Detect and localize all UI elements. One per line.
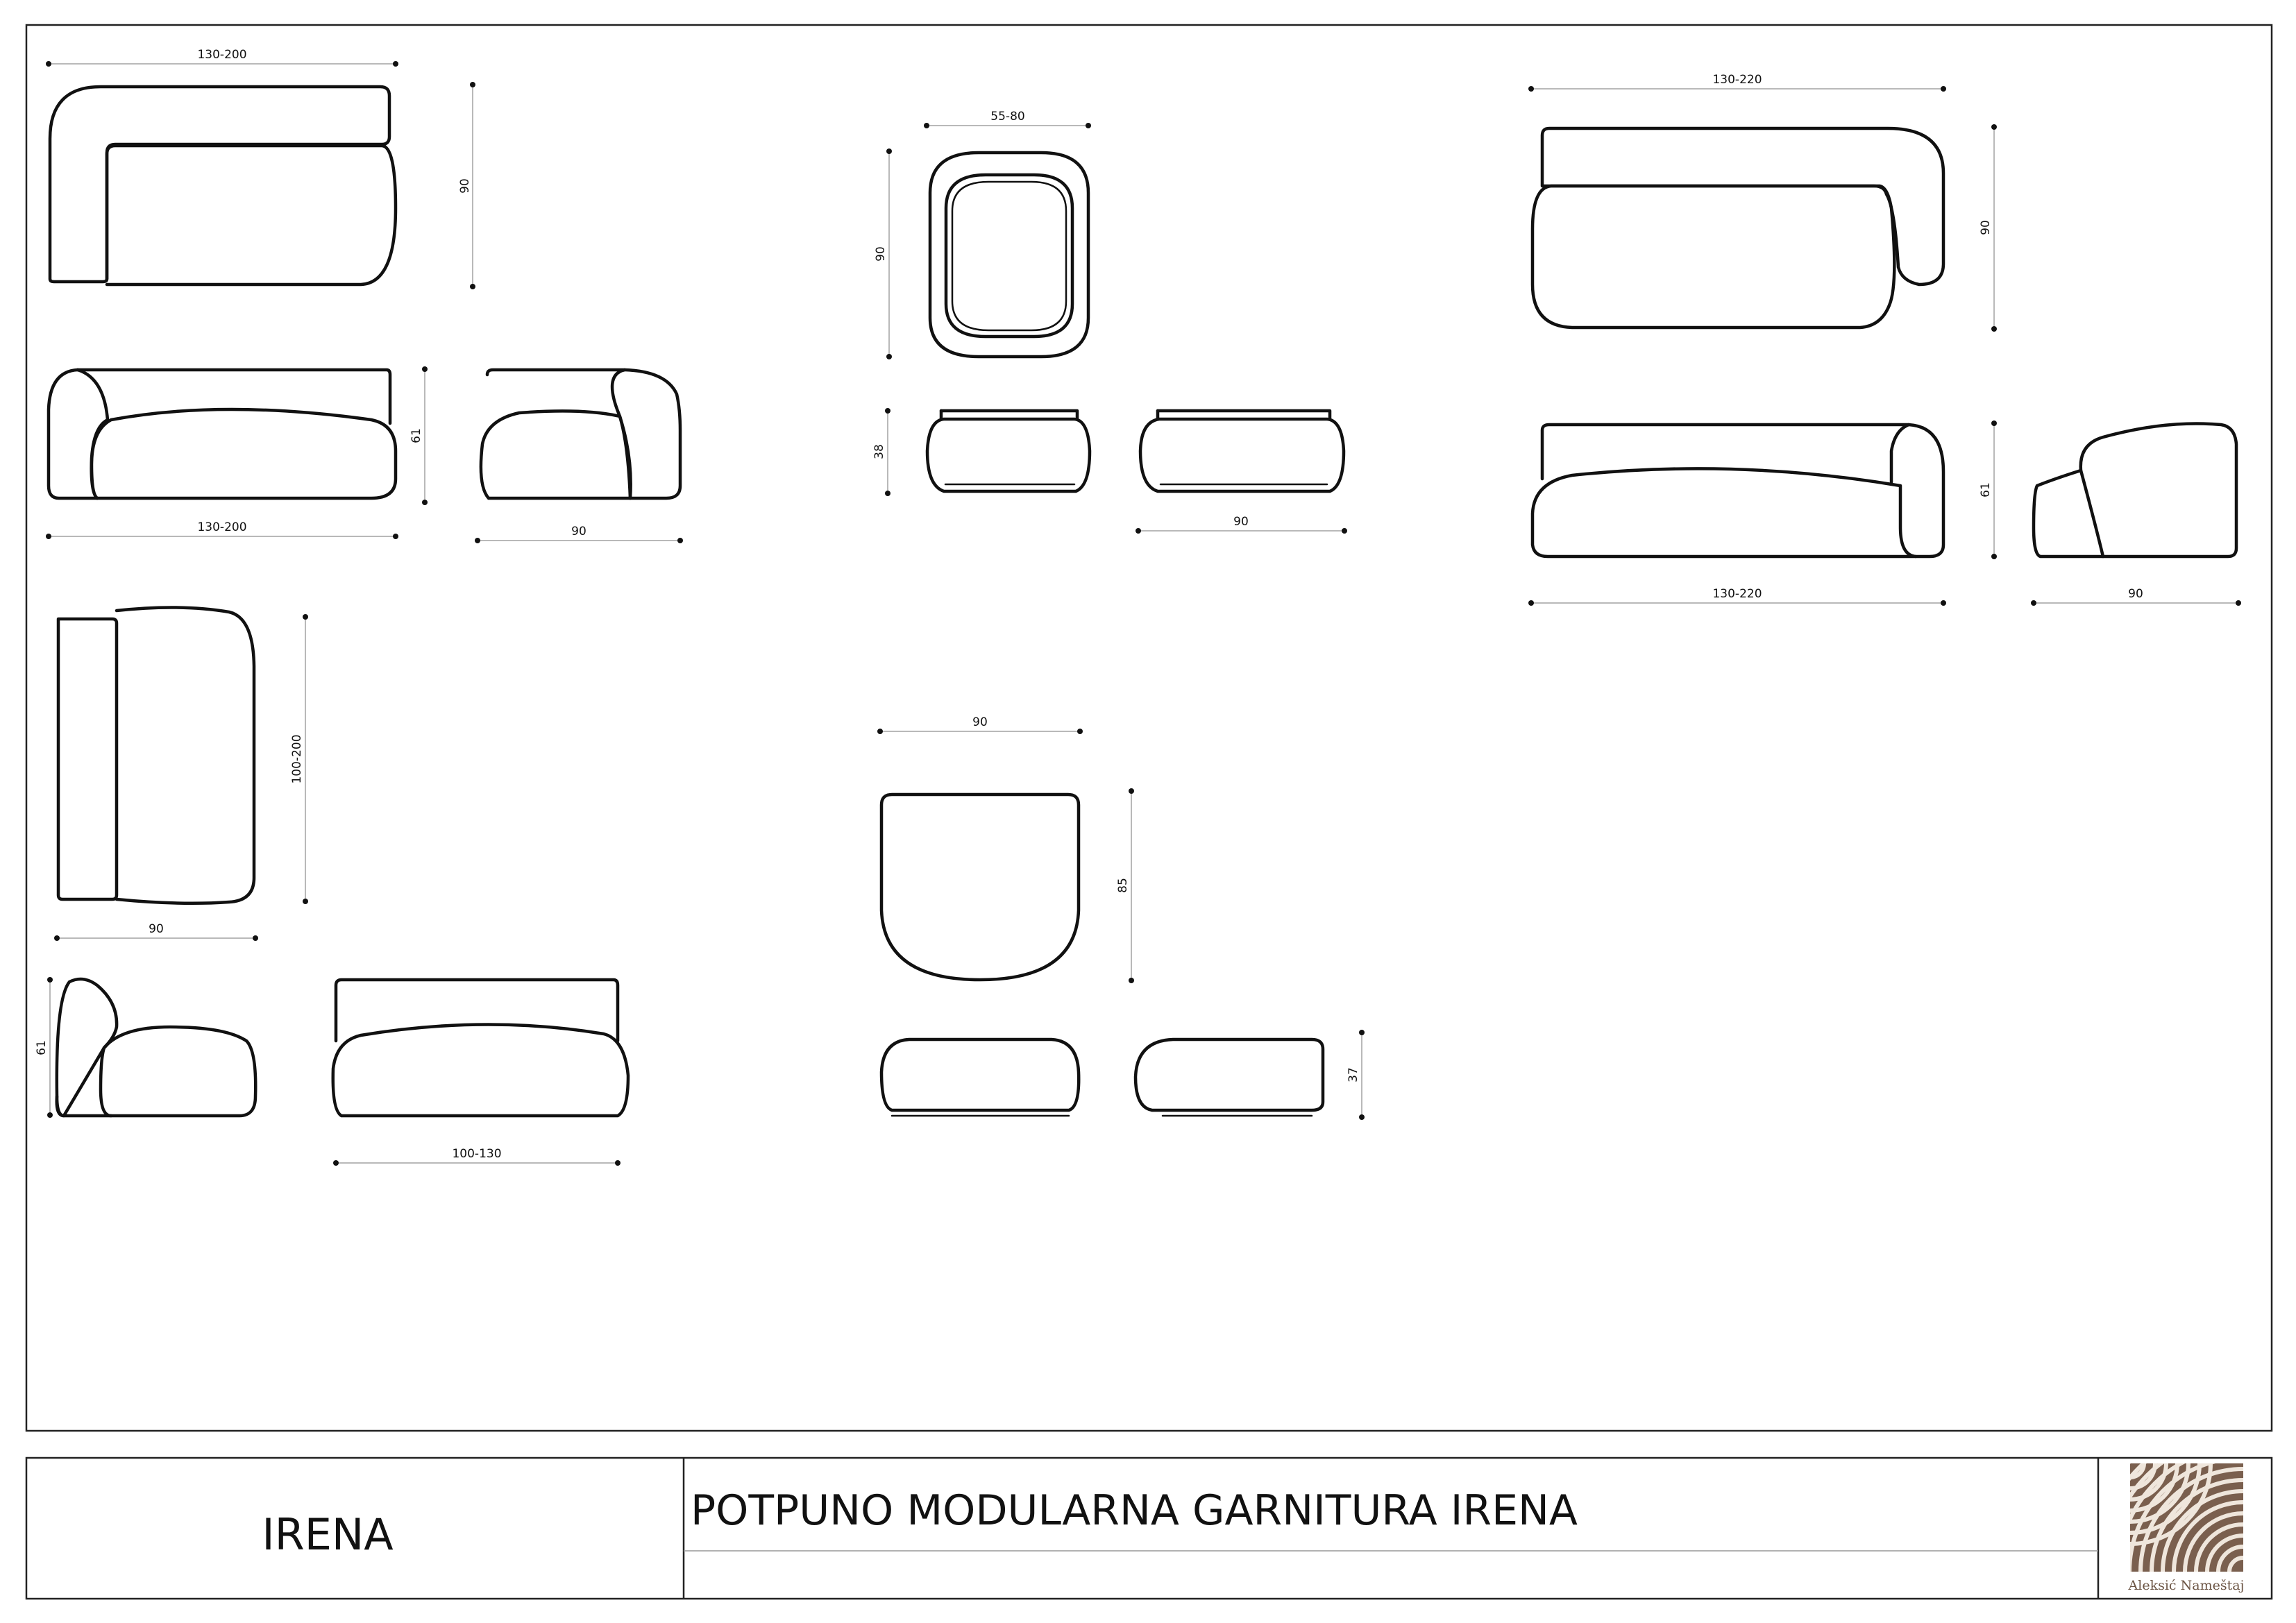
dimension-line <box>410 366 428 505</box>
dimension-line <box>874 148 892 359</box>
dimension-label: 90 <box>1233 515 1249 529</box>
drawing-title: POTPUNO MODULARNA GARNITURA IRENA <box>691 1486 1578 1535</box>
dimension-label: 90 <box>1979 220 1993 235</box>
dimension-line <box>877 715 1083 734</box>
dimension-line <box>2031 587 2241 606</box>
dimension-label: 37 <box>1347 1067 1360 1082</box>
dimension-line <box>1979 124 1997 332</box>
dimension-label: 90 <box>458 178 472 194</box>
dimension-label: 90 <box>2128 587 2143 601</box>
ottoman-top-view <box>930 153 1088 357</box>
dimension-label: 61 <box>410 428 423 443</box>
dimension-line <box>46 520 398 539</box>
dimension-line <box>1979 420 1997 559</box>
sofa-left-front-view <box>49 370 396 498</box>
drawing-frame <box>26 25 2272 1431</box>
product-name: IRENA <box>262 1509 394 1560</box>
dimension-line <box>54 922 258 941</box>
dimension-line <box>475 525 683 543</box>
dimension-line <box>1116 788 1134 983</box>
company-logo <box>2050 1383 2296 1623</box>
dimension-label: 100-130 <box>452 1147 502 1161</box>
dimension-line <box>872 408 890 496</box>
dimension-label: 100-200 <box>290 734 304 784</box>
sofa-left-top-view <box>50 87 396 284</box>
dimension-label: 85 <box>1116 878 1130 893</box>
dimension-line <box>290 614 308 904</box>
dimension-label: 90 <box>972 715 988 729</box>
dimension-line <box>458 82 475 289</box>
ottoman-front-view <box>927 411 1090 491</box>
ottoman-side-view <box>1140 411 1344 491</box>
dimension-label: 61 <box>35 1040 49 1055</box>
dimension-label: 130-200 <box>197 520 247 534</box>
title-block <box>26 1458 2272 1599</box>
chaise-front-view <box>333 980 628 1116</box>
dimension-label: 130-200 <box>197 48 247 62</box>
sofa-right-side-view <box>2034 423 2236 556</box>
sofa-right-front-view <box>1533 425 1943 556</box>
pouf-side-view <box>1136 1039 1323 1116</box>
dimension-line <box>1528 73 1946 92</box>
pouf-front-view <box>881 1039 1079 1116</box>
sofa-right-top-view <box>1533 128 1943 328</box>
dimension-line <box>35 977 53 1118</box>
dimension-line <box>1528 587 1946 606</box>
pouf-top-view <box>881 794 1079 980</box>
dimension-line <box>1347 1030 1365 1120</box>
sofa-left-side-view <box>481 370 680 498</box>
logo-text: Aleksić Nameštaj <box>2128 1578 2245 1593</box>
dimension-label: 55-80 <box>990 110 1025 124</box>
dimension-line <box>46 48 398 67</box>
dimension-label: 90 <box>874 246 888 262</box>
dimension-line <box>1136 515 1347 534</box>
chaise-top-view <box>58 607 254 903</box>
dimension-label: 130-220 <box>1712 73 1762 87</box>
dimension-line <box>924 110 1091 128</box>
dimension-label: 90 <box>571 525 586 538</box>
dimension-label: 61 <box>1979 482 1993 498</box>
dimension-line <box>333 1147 621 1166</box>
dimension-label: 38 <box>872 444 886 459</box>
dimension-label: 130-220 <box>1712 587 1762 601</box>
dimension-label: 90 <box>149 922 164 936</box>
chaise-side-view <box>57 979 256 1116</box>
